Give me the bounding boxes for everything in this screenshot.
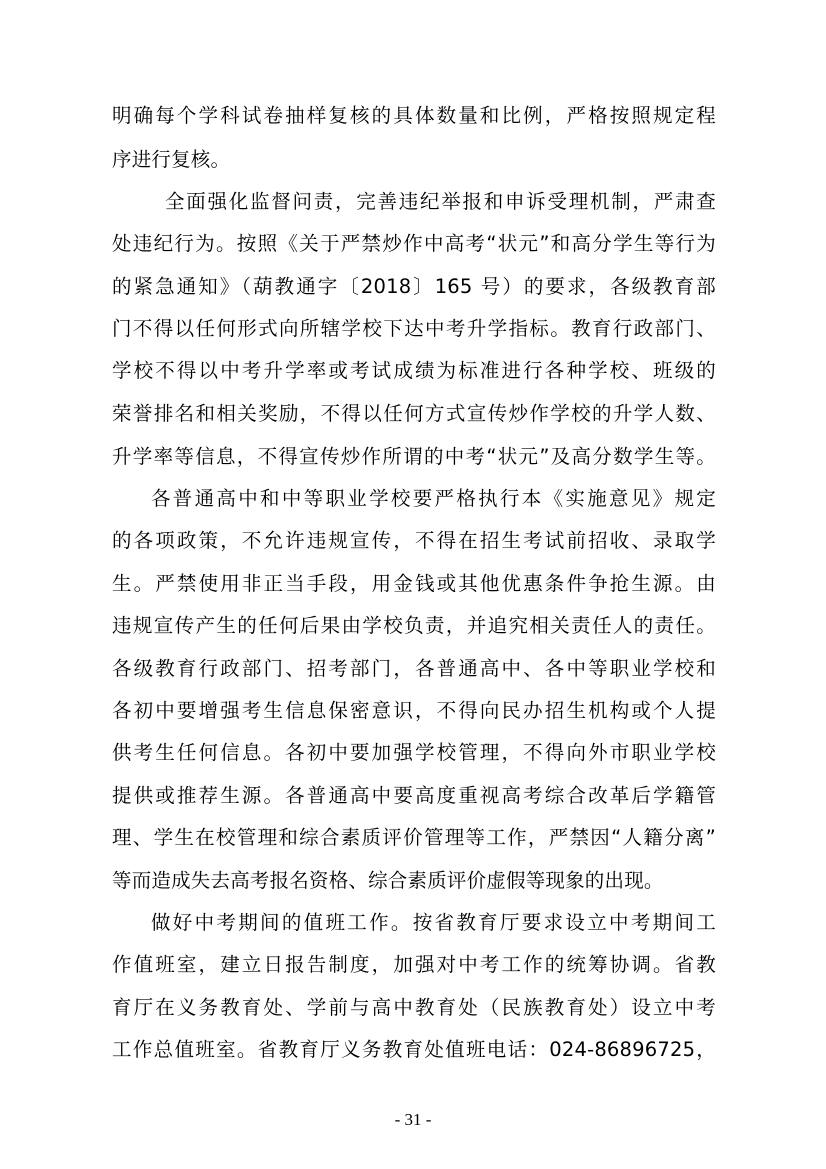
text-line: 各级教育行政部门、招考部门，各普通高中、各中等职业学校和 <box>112 657 716 680</box>
page-number: - 31 - <box>394 1110 432 1129</box>
text-line: 门不得以任何形式向所辖学校下达中考升学指标。教育行政部门、 <box>112 317 716 340</box>
text-line: 明确每个学科试卷抽样复核的具体数量和比例，严格按照规定程 <box>112 104 716 127</box>
text-line: 学校不得以中考升学率或考试成绩为标准进行各种学校、班级的 <box>112 359 716 382</box>
text-line: 工作总值班室。省教育厅义务教育处值班电话：024-86896725， <box>112 1038 716 1061</box>
text-line: 作值班室，建立日报告制度，加强对中考工作的统筹协调。省教 <box>112 953 716 976</box>
text-line: 等而造成失去高考报名资格、综合素质评价虚假等现象的出现。 <box>112 869 664 892</box>
text-line: 提供或推荐生源。各普通高中要高度重视高考综合改革后学籍管 <box>112 784 716 807</box>
text-line: 各初中要增强考生信息保密意识，不得向民办招生机构或个人提 <box>112 699 716 722</box>
text-line: 理、学生在校管理和综合素质评价管理等工作，严禁因“人籍分离” <box>112 826 716 849</box>
text-line: 的各项政策，不允许违规宣传，不得在招生考试前招收、录取学 <box>112 529 716 552</box>
text-line: 生。严禁使用非正当手段，用金钱或其他优惠条件争抢生源。由 <box>112 572 716 595</box>
text-line: 荣誉排名和相关奖励，不得以任何方式宣传炒作学校的升学人数、 <box>112 402 716 425</box>
text-line: 升学率等信息，不得宣传炒作所谓的中考“状元”及高分数学生等。 <box>112 445 716 468</box>
text-line: 序进行复核。 <box>112 148 231 171</box>
text-line: 处违纪行为。按照《关于严禁炒作中高考“状元”和高分学生等行为 <box>112 232 716 255</box>
paragraph-first-line: 各普通高中和中等职业学校要严格执行本《实施意见》规定 <box>151 487 716 510</box>
text-line: 的紧急通知》（葫教通字〔2018〕165 号）的要求，各级教育部 <box>112 275 716 298</box>
text-line: 育厅在义务教育处、学前与高中教育处（民族教育处）设立中考 <box>112 996 716 1019</box>
paragraph-first-line: 全面强化监督问责，完善违纪举报和申诉受理机制，严肃查 <box>165 190 716 213</box>
text-line: 违规宣传产生的任何后果由学校负责，并追究相关责任人的责任。 <box>112 614 716 637</box>
paragraph-first-line: 做好中考期间的值班工作。按省教育厅要求设立中考期间工 <box>151 911 716 934</box>
text-line: 供考生任何信息。各初中要加强学校管理，不得向外市职业学校 <box>112 741 716 764</box>
